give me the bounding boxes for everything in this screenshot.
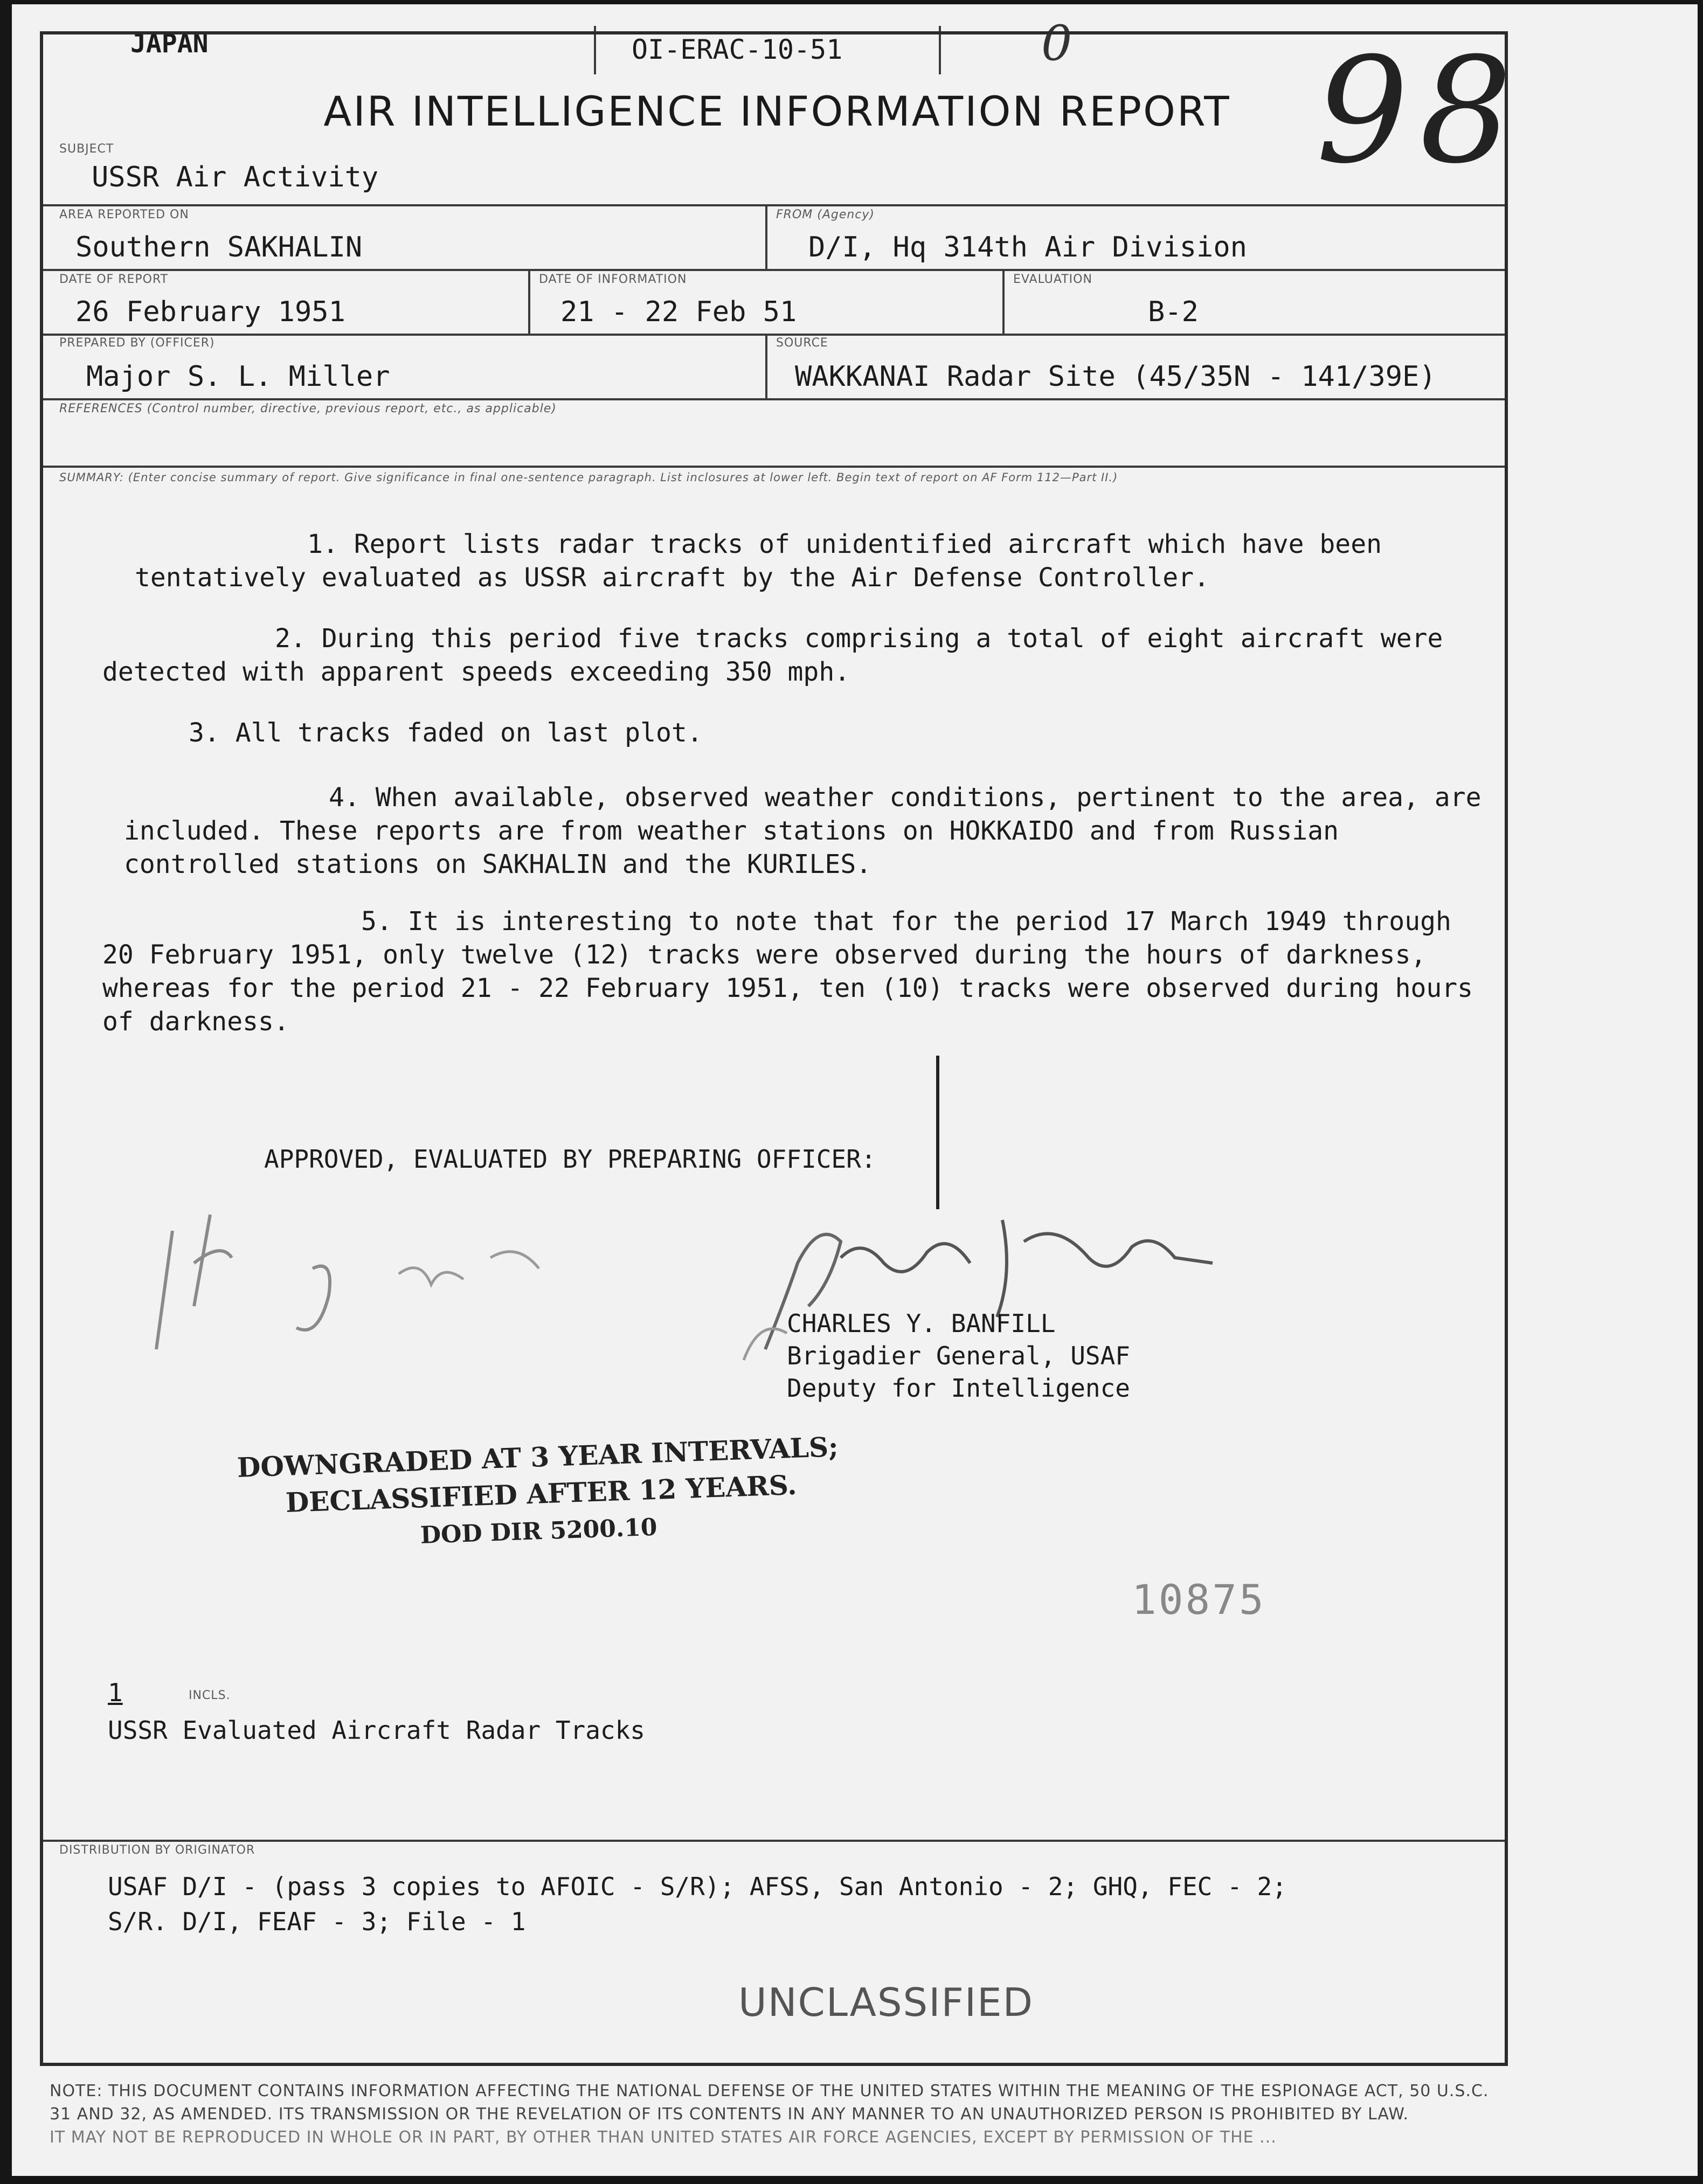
distribution-label: DISTRIBUTION BY ORIGINATOR [59,1843,255,1857]
date-of-report-label: DATE OF REPORT [59,273,169,286]
paragraph-text: When available, observed weather conditions, pertinent to the area, are included. These reports are from weather stations on HOKKAIDO and from Russian controlled stations on SAKHALIN and the KURILES. [124,782,1482,879]
rule-prepared [43,398,1505,400]
signatory-name: CHARLES Y. BANFILL [787,1309,1056,1338]
inclosure-item: USSR Evaluated Aircraft Radar Tracks [108,1716,645,1745]
summary-paragraph-2 [102,622,1460,689]
downgrade-stamp-line-1: DOWNGRADED AT 3 YEAR INTERVALS; [236,1431,839,1483]
paragraph-number: 4. [329,782,360,813]
source-label: SOURCE [776,336,828,350]
rule-area [43,269,1505,271]
paragraph-number: 2. [275,623,306,654]
handwritten-page-number: 98 [1316,26,1523,196]
country-header: JAPAN [130,29,209,59]
rule-references [43,466,1505,468]
distribution-line-2: S/R. D/I, FEAF - 3; File - 1 [108,1907,526,1936]
evaluation-value: B-2 [1148,296,1199,328]
classification-mark: 0 [1041,15,1072,72]
report-title: AIR INTELLIGENCE INFORMATION REPORT [323,87,1231,135]
paragraph-text: It is interesting to note that for the period 17 March 1949 through 20 February 1951, only twelve (12) tracks were observed during the hours of darkness, whereas for the period 21 - 22 February 1951, ten (10) tracks were observed during hours of darkness. [102,906,1473,1037]
subject-value: USSR Air Activity [92,161,379,193]
summary-paragraph-4 [124,781,1482,881]
date-of-information-label: DATE OF INFORMATION [539,273,687,286]
notice-line-1: NOTE: THIS DOCUMENT CONTAINS INFORMATION AFFECTING THE NATIONAL DEFENSE OF THE UNITED STATES WITHIN THE MEANING OF THE ESPIONAGE ACT, 50 U.S.C. [50,2082,1489,2100]
classification-footer-stamp: UNCLASSIFIED [738,1980,1034,2025]
handwritten-initials [140,1209,625,1371]
report-number: OI-ERAC-10-51 [632,34,843,65]
paragraph-text: All tracks faded on last plot. [235,718,703,748]
approval-statement: APPROVED, EVALUATED BY PREPARING OFFICER: [264,1145,876,1174]
paragraph-number: 1. [307,529,338,559]
signatory-rank: Brigadier General, USAF [787,1341,1130,1370]
divider-area-from [765,204,767,269]
rule-dates [43,334,1505,336]
references-label: REFERENCES (Control number, directive, previous report, etc., as applicable) [59,402,557,415]
rule-subject [43,204,1505,206]
from-value: D/I, Hq 314th Air Division [808,231,1247,264]
signatory-position: Deputy for Intelligence [787,1374,1130,1403]
notice-line-2: 31 AND 32, AS AMENDED. ITS TRANSMISSION OR THE REVELATION OF ITS CONTENTS IN ANY MANNER TO AN UNAUTHORIZED PERSON IS PROHIBITED BY LAW. [50,2105,1409,2124]
inclosure-label: INCLS. [189,1689,231,1702]
subject-label: SUBJECT [59,142,114,156]
date-of-information-value: 21 - 22 Feb 51 [560,296,797,328]
area-value: Southern SAKHALIN [75,231,363,264]
source-value: WAKKANAI Radar Site (45/35N - 141/39E) [795,360,1436,393]
divider-date-info [1002,269,1005,334]
prepared-by-value: Major S. L. Miller [86,360,390,393]
summary-label: SUMMARY: (Enter concise summary of report. Give significance in final one-sentence paragraph. List inclosures at lower left. Begin text of report on AF Form 112—Part II.) [59,471,1118,484]
paragraph-number: 5. [361,906,392,937]
divider-prepared-source [765,334,767,398]
rule-distribution [43,1840,1505,1842]
notice-line-3: IT MAY NOT BE REPRODUCED IN WHOLE OR IN PART, BY OTHER THAN UNITED STATES AIR FORCE AGENCIES, EXCEPT BY PERMISSION OF THE ... [50,2128,1277,2147]
inclosure-count: 1 [108,1678,123,1707]
paragraph-text: Report lists radar tracks of unidentified aircraft which have been tentatively evaluated as USSR aircraft by the Air Defense Controller. [135,529,1382,593]
date-of-report-value: 26 February 1951 [75,296,345,328]
paragraph-number: 3. [189,718,220,748]
summary-paragraph-3 [189,716,1579,750]
report-form [40,31,1508,2066]
divider-date-report [528,269,530,334]
evaluation-label: EVALUATION [1013,273,1092,286]
summary-paragraph-5 [102,905,1482,1038]
paragraph-text: During this period five tracks comprising a total of eight aircraft were detected with apparent speeds exceeding 350 mph. [102,623,1443,687]
downgrade-stamp-line-2: DECLASSIFIED AFTER 12 YEARS. [285,1468,798,1519]
prepared-by-label: PREPARED BY (OFFICER) [59,336,215,350]
summary-paragraph-1 [135,528,1493,594]
downgrade-stamp-line-3: DOD DIR 5200.10 [420,1513,658,1549]
from-label: FROM (Agency) [776,208,875,221]
area-label: AREA REPORTED ON [59,208,189,221]
document-page [12,4,1698,2176]
pencil-vertical-mark [932,1053,943,1215]
distribution-line-1: USAF D/I - (pass 3 copies to AFOIC - S/R); AFSS, San Antonio - 2; GHQ, FEC - 2; [108,1872,1287,1901]
document-number: 10875 [1132,1576,1266,1624]
